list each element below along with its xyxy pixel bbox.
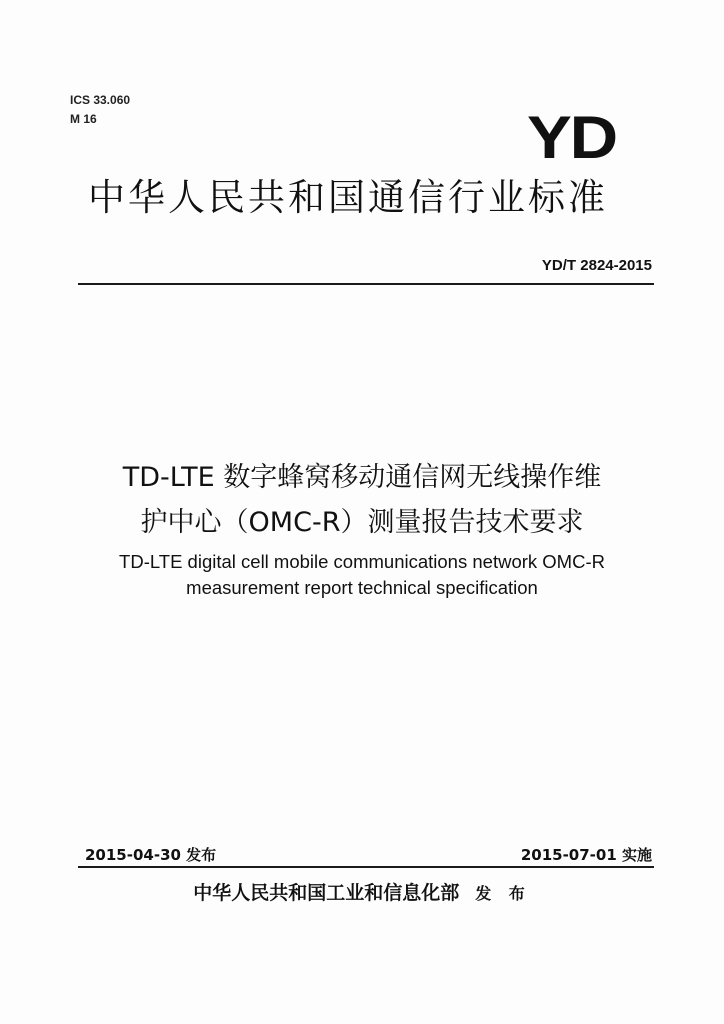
implementation-date: 2015-07-01 实施 — [520, 846, 652, 864]
title-en-line-1: TD-LTE digital cell mobile communications network OMC-R — [119, 551, 605, 572]
classification-codes — [70, 91, 130, 129]
issuer-suffix: 发 布 — [475, 884, 531, 903]
issuing-authority — [0, 878, 724, 905]
issue-date: 2015-04-30 发布 — [85, 846, 217, 864]
title-cn-line-2: 护中心（OMC-R）测量报告技术要求 — [140, 507, 584, 538]
standard-number: YD/T 2824-2015 — [541, 257, 652, 274]
document-title-chinese — [0, 455, 724, 545]
title-en-line-2: measurement report technical specification — [186, 577, 538, 598]
title-cn-line-1: TD-LTE 数字蜂窝移动通信网无线操作维 — [122, 462, 602, 493]
top-divider — [78, 283, 654, 285]
yd-logo: YD — [527, 104, 616, 171]
document-title-english — [0, 549, 724, 601]
issuer-name: 中华人民共和国工业和信息化部 — [193, 882, 460, 904]
standard-category-title: 中华人民共和国通信行业标准 — [88, 176, 608, 219]
class-code: M 16 — [70, 112, 97, 126]
bottom-divider — [78, 866, 654, 868]
ics-code: ICS 33.060 — [70, 93, 131, 107]
